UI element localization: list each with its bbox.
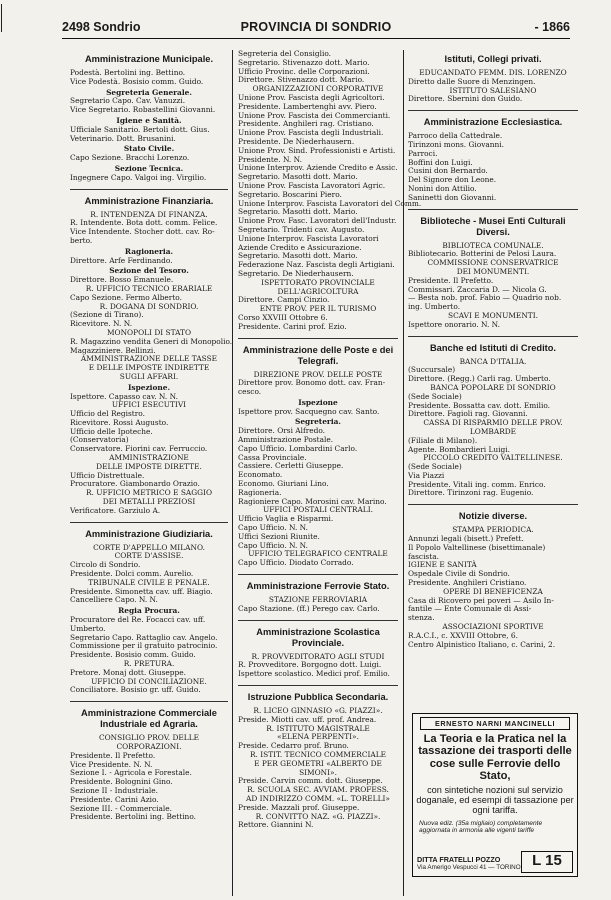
subsection-title: Sezione del Tesoro. [109,266,189,276]
subsection-title: Stato Civile. [123,144,175,154]
entry-line: Presidente. Anghileri Cristiano. [408,578,527,588]
entry-line: Capo Ufficio. N. N. [238,540,308,550]
dogana-list [70,303,228,329]
ad-author: ERNESTO NARNI MANCINELLI [420,717,570,730]
turismo-list [238,305,398,331]
entry-line: CASSA DI RISPARMIO DELLE PROV. [423,418,563,428]
entry-line: TRIBUNALE CIVILE E PENALE. [88,577,210,587]
entry-line: Preside. Miotti cav. uff. prof. Andrea. [238,714,377,724]
entry-line: STAZIONE FERROVIARIA [268,595,368,605]
page-number: 2498 Sondrio [62,20,141,34]
entry-line: Unione Interprov. Fascista Lavoratori del Comm. [238,198,422,208]
entry-line: PICCOLO CREDITO VALTELLINESE. [423,453,563,463]
erariale-list [70,285,228,303]
biblioteche-list [408,242,578,330]
entry-line: Segretario. Masotti dott. Mario. [238,172,358,182]
entry-line: SUGLI AFFARI. [119,371,179,381]
section-title: Banche ed Istituti di Credito. [429,342,557,353]
section-title: Amministrazione Municipale. [84,54,214,64]
entry-line: Procuratore. Giambonardo Orazio. [70,479,200,489]
ecclesiastica-list [408,132,578,202]
subsection-title: Ragioneria. [124,246,174,256]
entry-line: Unione Prov. Fasc. Lavoratori dell'Industr. [238,216,397,226]
entry-line: Amministrazione Postale. [238,435,334,445]
entry-line: Ragioneria. [238,487,282,497]
entry-line: ISTITUTO SALESIANO [449,85,537,95]
section-title: Amministrazione Ecclesiastica. [423,117,563,128]
entry-line: Circolo di Sondrio. [70,560,141,570]
entry-line: Magazziniere. Bellinzi. [70,345,156,355]
entry-line: Cusini don Bernardo. [408,166,488,176]
pretura-list [70,660,228,678]
entry-line: Economo. Giuriani Lino. [238,479,329,489]
entry-line: Unione Prov. Fascista degli Industriali. [238,128,384,138]
entry-line: Parroci. [408,148,438,158]
entry-line: R. PRETURA. [123,659,175,669]
entry-line: R.A.C.I., c. XXVIII Ottobre, 6. [408,630,518,640]
column-1 [70,50,233,896]
entry-line: fantile — Ente Comunale di Assi- [408,604,532,614]
entry-line: STAMPA PERIODICA. [452,525,534,535]
entry-line: CORPORAZIONI. [116,742,182,751]
entry-line: Via Piazzi [408,470,445,480]
divider [408,504,578,505]
entry-line: Sezione I. - Agricola e Forestale. [70,768,192,778]
entry-line: R. UFFICIO METRICO E SAGGIO [85,488,213,498]
entry-line: Preside. Carvin comm. dott. Giuseppe. [238,776,383,786]
entry-line: Segretario Capo. Cav. Vanuzzi. [70,96,186,106]
entry-line: Direttore. Arfe Ferdinando. [70,255,173,265]
entry-line: Pretore. Monaj dott. Giuseppe. [70,667,186,677]
entry-line: Ispettore onorario. N. N. [408,319,501,329]
section-title: Biblioteche - Musei Enti Culturali Diversi. [420,215,566,237]
entry-line: E DELLE IMPOSTE INDIRETTE [88,363,210,373]
divider [408,336,578,337]
divider [238,338,398,339]
entry-line: Capo Sezione. Bracchi Lorenzo. [70,153,190,163]
entry-line: R. INTENDENZA DI FINANZA. [90,209,208,219]
entry-line: Direttore. Campi Cinzio. [238,295,330,305]
page-header [62,18,570,39]
entry-line: Ingegnere Capo. Valgoi ing. Virgilio. [70,172,207,182]
entry-line: Rettore. Giannini N. [238,820,314,830]
entry-line: Economato. [238,470,283,480]
entry-line: Capo Ufficio. Diodato Corrado. [238,558,354,568]
entry-line: Cassiere. Cerletti Giuseppe. [238,461,344,471]
entry-line: R. SCUOLA SEC. AVVIAM. PROFESS. [247,785,389,795]
entry-line: Podestà. Bertolini ing. Bettino. [70,68,186,77]
telegrafico-list [238,550,398,568]
subsection-title: Ispezione. [127,382,171,392]
top-list [238,50,398,85]
entry-line: (Succursale) [408,365,456,375]
entry-line: Segretario. Stivenazzo dott. Mario. [238,57,370,67]
scolastica-list [238,653,398,679]
entry-line: DELLE IMPOSTE DIRETTE. [96,461,202,471]
dirette-list [70,454,228,489]
entry-line: ASSOCIAZIONI SPORTIVE [442,622,544,632]
entry-line: Segretario. Masotti dott. Mario. [238,251,358,261]
entry-line: UFFICI ESECUTIVI [111,400,187,410]
divider [408,209,578,210]
entry-line: R. ISTIT. TECNICO COMMERCIALE [249,750,387,759]
segreteria-list [70,97,228,115]
entry-line: Presidente. Carini prof. Ezio. [238,321,347,331]
entry-line: Ufficio delle Ipoteche. [70,426,153,436]
section-title: Amministrazione Ferrovie Stato. [246,581,390,592]
tribunale-list [70,579,228,605]
entry-line: Presidente. Il Prefetto. [70,750,156,760]
entry-line: Casa di Ricovero pei poveri — Asilo In- [408,595,554,605]
finanza-list [70,211,228,246]
entry-line: R. PROVVEDITORATO AGLI STUDI [251,651,385,661]
civile-list [70,154,228,163]
entry-line: «ELENA PERPENTI». [277,732,359,742]
entry-line: AMMINISTRAZIONE [109,453,189,463]
procura-list [70,616,228,660]
entry-line: Direttore prov. Bonomo dott. cav. Fran- [238,378,386,388]
entry-line: Presidente. Bossatta cav. dott. Emilio. [408,400,551,410]
entry-line: UFFICIO DI CONCILIAZIONE. [91,676,207,686]
entry-line: Direttore. (Regg.) Carli rag. Umberto. [408,374,551,384]
section-title: Amministrazione Giudiziaria. [85,528,213,539]
entry-line: R. UFFICIO TECNICO ERARIALE [85,283,213,293]
entry-line: Commissari. Zaccaria D. — Nicola G. [408,284,547,294]
entry-line: Bibliotecario. Botterini de Pelosi Laura. [408,249,557,259]
appello-list [70,544,228,579]
entry-line: ORGANIZZAZIONI CORPORATIVE [252,84,384,94]
entry-line: OPERE DI BENEFICENZA [443,586,543,596]
entry-line: (Sezione di Tirano). [70,310,144,320]
entry-line: Uffici Sezioni Riunite. [238,531,320,541]
entry-line: Saninetti don Giovanni. [408,192,497,202]
subsection-title: Igiene e Sanità. [116,115,182,125]
entry-line: Presidente. Bertolini ing. Bettino. [70,812,196,822]
entry-line: Vice Intendente. Stocher dott. cav. Ro- [70,227,215,237]
entry-line: Ispettore scolastico. Medici prof. Emilio. [238,669,390,679]
entry-line: Presidente. Il Prefetto. [408,275,494,285]
entry-line: Presidente. Carini Azio. [70,794,159,804]
entry-line: Ufficio Provinc. delle Corporazioni. [238,66,370,76]
entry-line: R. LICEO GINNASIO «G. PIAZZI». [253,706,383,716]
org-list [238,84,422,279]
ad-headline: La Teoria e la Pratica nel la tassazione dei trasporti delle cose sulle Ferrovie dello Stato, [418,733,572,783]
entry-line: Presidente. De Niederhausern. [238,136,355,146]
entry-line: Capo Ufficio. Lombardini Carlo. [238,443,358,453]
entry-line: Ricevitore. Rossi Augusto. [70,417,169,427]
column-divider [232,50,233,896]
banche-list [408,358,578,499]
entry-line: R. Magazzino vendita Generi di Monopolio. [70,336,233,346]
column-divider [403,50,404,896]
section-title: Amministrazione Commerciale Industriale ed Agraria. [81,708,217,730]
entry-line: R. Intendente. Bota dott. comm. Felice. [70,218,218,228]
entry-line: Federazione Naz. Fascista degli Artigiani. [238,260,395,270]
entry-line: (Conservatoria) [70,435,129,445]
subsection-title: Ispezione [298,397,338,407]
entry-line: Verificatore. Garziulo A. [70,505,161,515]
margin-mark [1,4,6,32]
entry-line: Centro Alpinistico Italiano, c. Carini, 2. [408,639,556,649]
entry-line: R. Provveditore. Borgogno dott. Luigi. [238,660,382,670]
divider [70,522,228,523]
divider [238,685,398,686]
entry-line: Conciliatore. Bosisio gr. uff. Guido. [70,685,201,695]
ad-price: L 15 [521,851,573,873]
entry-line: Unione Prov. Fascista degli Agricoltori. [238,92,385,102]
entry-line: cesco. [238,387,262,397]
monopoli-list [70,327,233,355]
entry-line: Capo Stazione. (ff.) Perego cav. Carlo. [238,603,380,613]
ipoteche-list [70,428,228,454]
entry-line: (Filiale di Milano). [408,435,478,445]
entry-line: LOMBARDE [469,426,517,436]
entry-line: Direttore. Stivenazzo dott. Mario. [238,75,365,85]
istruzione-list [238,707,398,830]
entry-line: Direttore. Bosso Emanuele. [70,275,174,285]
entry-line: UFFICI POSTALI CENTRALI. [263,505,373,515]
entry-line: Agente. Bombardieri Luigi. [408,444,510,454]
page-title: PROVINCIA DI SONDRIO [240,20,392,34]
esecutivi-list [70,401,228,427]
entry-line: Presidente. Dolci comm. Aurelio. [70,569,194,579]
entry-line: ENTE PROV. PER IL TURISMO [259,304,377,314]
entry-line: Presidente. Bosisio comm. Guido. [70,650,196,660]
entry-line: BANCA POPOLARE DI SONDRIO [430,382,556,392]
entry-line: Ispettore prov. Sacquegno cav. Santo. [238,406,380,416]
entry-line: EDUCANDATO FEMM. DIS. LORENZO [419,68,567,77]
entry-line: Umberto. [70,623,106,633]
entry-line: R. DOGANA DI SONDRIO. [99,301,199,311]
entry-line: Presidente. Anghileri rag. Cristiano. [238,119,374,129]
entry-line: Commissione per il gratuito patrocinio. [70,641,218,651]
ad-address: Via Amerigo Vespucci 41 — TORINO [417,864,521,871]
entry-line: Del Signore don Leone. [408,175,497,185]
entry-line: Ufficiale Sanitario. Bertoli dott. Gius. [70,124,210,134]
ad-description: con sintetiche nozioni sul servizio doganale, ed esempi di tassazione per ogni tariffa. [416,784,574,816]
entry-line: Direttore. Tirinzoni rag. Eugenio. [408,488,534,498]
entry-line: SIMONI». [299,767,337,777]
consiglio-list [70,734,228,822]
entry-line: Tirinzoni mons. Giovanni. [408,139,505,149]
section-title: Istruzione Pubblica Secondaria. [247,692,389,703]
ad-publisher: DITTA FRATELLI POZZO [417,855,501,864]
entry-line: COMMISSIONE CONSERVATRICE [427,258,559,268]
entry-line: Segretario. Tridenti cav. Augusto. [238,224,365,234]
entry-line: DEI MONUMENTI. [456,266,530,276]
entry-line: Diretto dalle Suore di Menzingen. [408,76,536,86]
entry-line: Ufficio del Registro. [70,409,145,419]
entry-line: Preside. Cedarro prof. Bruno. [238,741,349,751]
entry-line: Parroco della Cattedrale. [408,131,503,141]
entry-line: Presidente. N. N. [238,154,302,164]
entry-line: Ragioniere Capo. Morosini cav. Marino. [238,496,387,506]
divider [408,110,578,111]
entry-line: fascista. [408,551,439,561]
entry-line: R. CONVITTO NAZ. «G. PIAZZI». [255,811,381,821]
section-title: Amministrazione Finanziaria. [84,195,214,206]
entry-line: MONOPOLI DI STATO [106,327,192,337]
entry-line: stenza. [408,613,435,623]
entry-line: Procuratore del Re. Focacci cav. uff. [70,615,206,625]
header-year: - 1866 [534,20,570,34]
entry-line: Capo Ufficio. N. N. [238,523,308,533]
entry-line: Unione Prov. Fascista dei Commercianti. [238,110,391,120]
divider [70,189,228,190]
entry-line: IGIENE E SANITÀ [408,560,477,570]
entry-line: Direttore. Sbernini don Guido. [408,94,523,104]
entry-line: DEI METALLI PREZIOSI [102,497,196,507]
municipale-list [70,69,228,87]
entry-line: E PER GEOMETRI «ALBERTO DE [254,758,382,768]
conciliazione-list [70,678,228,696]
entry-line: (Sede Sociale) [408,462,462,472]
entry-line: R. ISTITUTO MAGISTRALE [266,723,370,733]
ispezione-list [238,408,398,417]
entry-line: Boffini don Luigi. [408,157,473,167]
entry-line: Veterinario. Dott. Brusanini. [70,133,176,143]
tecnica-list [70,174,228,183]
section-title: Amministrazione delle Poste e dei Telegrafi. [242,344,394,366]
subsection-title: Regia Procura. [118,606,180,616]
entry-line: CORTE D'APPELLO MILANO. [93,542,205,552]
entry-line: Aziende Credito e Assicurazione. [238,242,362,252]
entry-line: Cancelliere Capo. N. N. [70,595,158,605]
entry-line: SCAVI E MONUMENTI. [448,310,538,320]
ad-edition: Nuova ediz. (35a migliaio) completamente aggiornata in armonia alle vigenti tariffe [419,819,543,835]
entry-line: Segretario. Boscarini Piero. [238,189,342,199]
entry-line: Unione Interprov. Aziende Credito e Assic. [238,163,398,173]
entry-line: Ufficio Distrettuale. [70,470,145,480]
entry-line: AMMINISTRAZIONE DELLE TASSE [80,354,218,364]
divider [238,620,398,621]
entry-line: Segretario Capo. Rattaglio cav. Angelo. [70,632,218,642]
entry-line: Capo Sezione. Fermo Alberto. [70,292,182,302]
entry-line: Ispettore. Capasso cav. N. N. [70,391,178,401]
divider [238,574,398,575]
entry-line: CORTE D'ASSISE. [114,551,184,561]
entry-line: ISPETTORATO PROVINCIALE [261,277,375,287]
entry-line: Corso XXVIII Ottobre 6. [238,312,328,322]
entry-line: Presidente. Bolognini Gino. [70,777,173,787]
subsection-title: Sezione Tecnica. [114,163,184,173]
entry-line: DIREZIONE PROV. DELLE POSTE [253,369,383,379]
metrico-list [70,489,228,515]
entry-line: — Besta nob. prof. Fabio — Quadrio nob. [408,293,562,303]
igiene-list [70,126,228,144]
entry-line: CONSIGLIO PROV. DELLE [98,733,200,743]
entry-line: Sezione II - Industriale. [70,785,158,795]
entry-line: Segretario. Masotti dott. Mario. [238,207,358,217]
section-title: Istituti, Collegi privati. [444,54,542,64]
entry-line: Vice Segretario. Robastellini Giovanni. [70,105,216,115]
ferrovie-list [238,596,398,614]
entry-line: Ufficio Vaglia e Risparmi. [238,514,334,524]
notizie-list [408,526,578,649]
istituti-list [408,69,578,104]
segreteria-list [238,427,398,506]
entry-line: Direttore. Fagioli rag. Giovanni. [408,409,528,419]
ragioneria-list [70,257,228,266]
section-title: Amministrazione Scolastica Provinciale. [256,626,380,648]
entry-line: (Sede Sociale) [408,391,462,401]
entry-line: Annunzi legali (bisett.) Prefett. [408,534,524,544]
entry-line: BANCA D'ITALIA. [459,356,527,366]
entry-line: Segretario. De Niederhausern. [238,268,354,278]
subsection-title: Segreteria. [295,417,341,427]
entry-line: Il Popolo Valtellinese (bisettimanale) [408,542,546,552]
entry-line: AD INDIRIZZO COMM. «L. TORELLI» [246,793,390,803]
entry-line: Ospedale Civile di Sondrio. [408,569,510,579]
entry-line: Unione Prov. Fascista Lavoratori Agric. [238,180,386,190]
entry-line: Presidente. Vitali ing. comm. Enrico. [408,479,546,489]
ad-publisher-block [417,856,521,872]
section-title: Notizie diverse. [458,511,528,522]
uffici-list [238,506,398,550]
entry-line: Segreteria del Consiglio. [238,49,332,58]
entry-line: ing. Umberto. [408,302,461,312]
tasse-list [70,355,228,381]
entry-line: Unione Interprov. Fascista Lavoratori [238,233,379,243]
entry-line: UFFICIO TELEGRAFICO CENTRALE [248,549,388,559]
entry-line: Unione Prov. Sind. Professionisti e Artisti. [238,145,396,155]
entry-line: Direttore. Orsi Alfredo. [238,426,326,436]
subsection-title: Segreteria Generale. [106,87,192,97]
entry-line: Preside. Mazzali prof. Giuseppe. [238,802,360,812]
entry-line: Vice Presidente. N. N. [70,759,153,769]
agricoltura-list [238,279,398,305]
entry-line: Nonini don Attilio. [408,183,477,193]
book-advertisement [412,713,578,877]
entry-line: Sezione III. - Commerciale. [70,803,172,813]
entry-line: Conservatore. Fiorini cav. Ferruccio. [70,444,208,454]
entry-line: berto. [70,235,93,245]
poste-list [238,371,398,397]
entry-line: Cassa Provinciale. [238,452,307,462]
entry-line: Presidente. Lambertenghi avv. Piero. [238,101,377,111]
entry-line: DELL'AGRICOLTURA [277,286,359,296]
entry-line: Vice Podestà. Bosisio comm. Guido. [70,76,204,86]
entry-line: BIBLIOTECA COMUNALE. [442,240,544,250]
divider [70,701,228,702]
entry-line: Presidente. Simonetta cav. uff. Biagio. [70,586,213,596]
entry-line: Ricevitore. N. N. [70,319,133,329]
